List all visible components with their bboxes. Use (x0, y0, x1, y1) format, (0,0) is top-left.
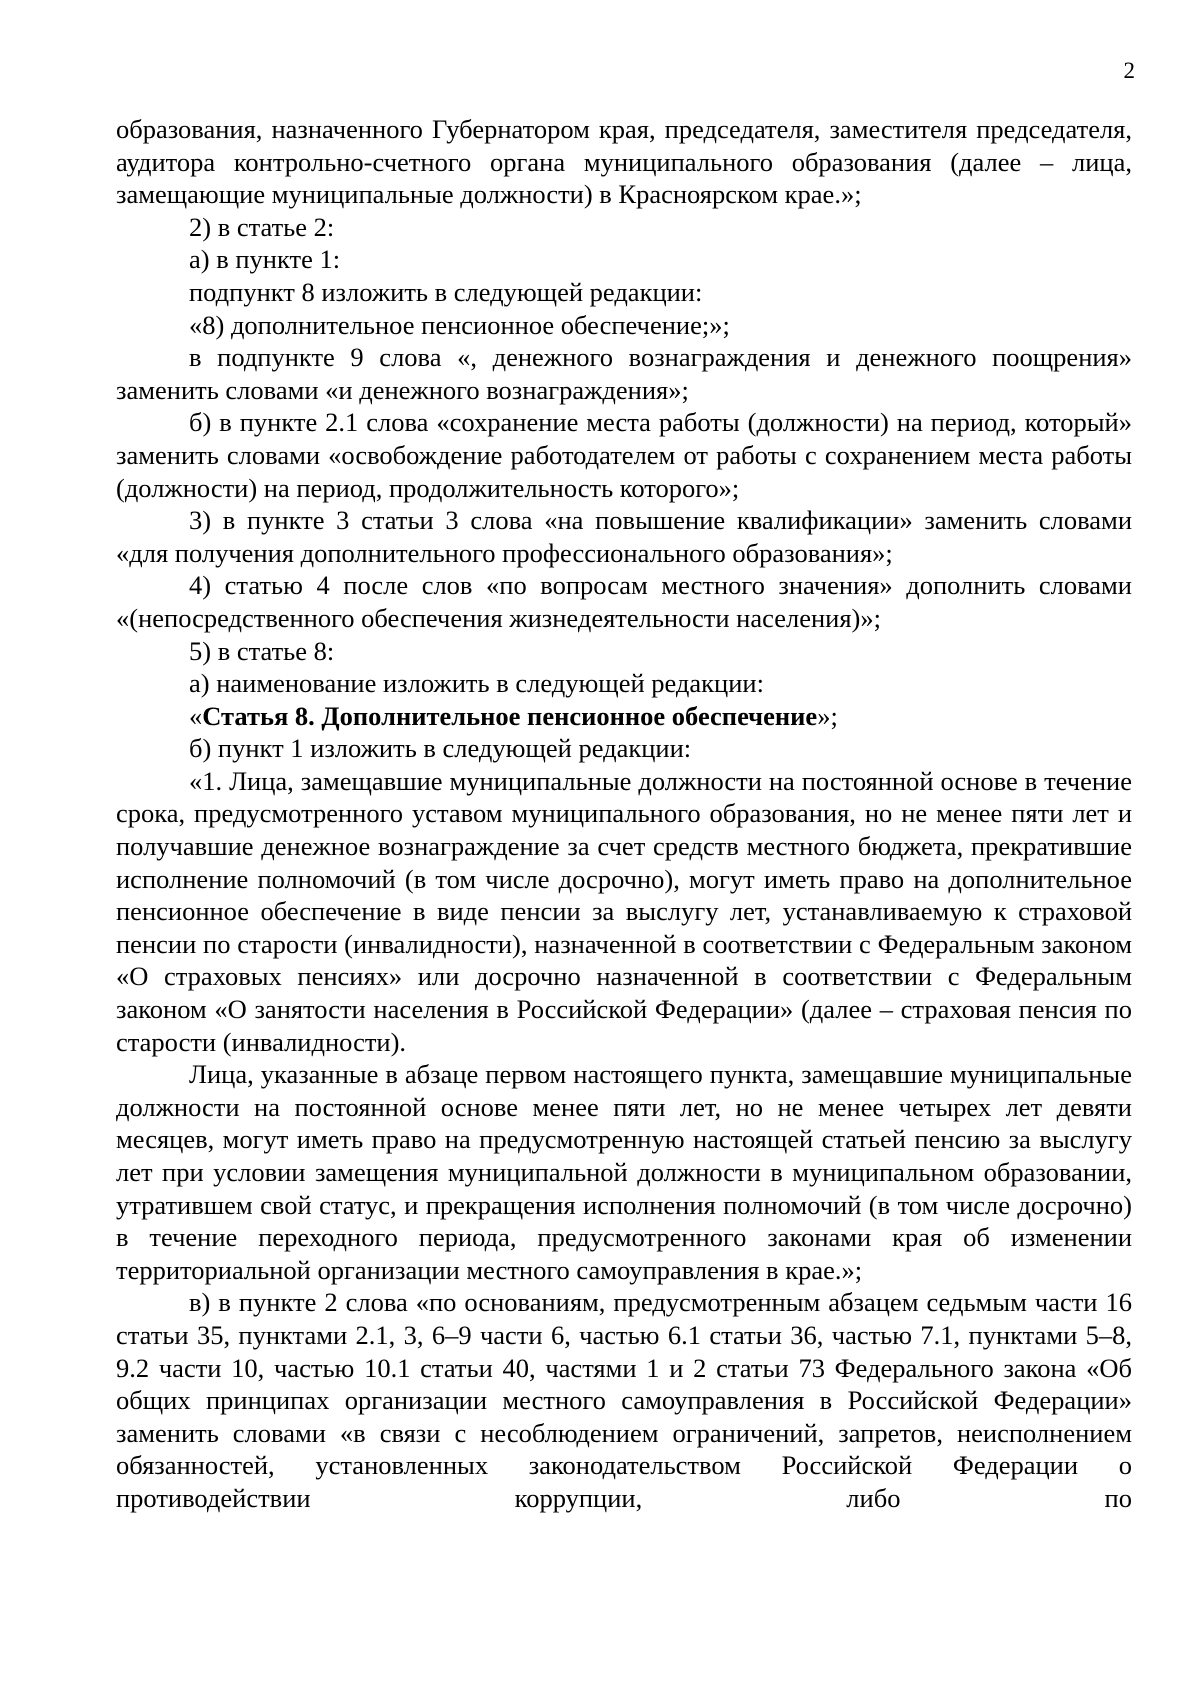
paragraph: в подпункте 9 слова «, денежного вознаграждения и денежного поощрения» заменить словами «и денежного вознаграждения»; (116, 342, 1132, 405)
paragraph: б) пункт 1 изложить в следующей редакции: (189, 733, 692, 764)
article-title: Статья 8. Дополнительное пенсионное обеспечение (202, 700, 818, 731)
paragraph: подпункт 8 изложить в следующей редакции: (189, 276, 703, 307)
paragraph: образования, назначенного Губернатором края, председателя, заместителя председателя, аудитора контрольно-счетного органа муниципального образования (далее – лица, замещающие муниципальные должности) в Красноярском крае.»; (116, 114, 1132, 210)
paragraph: а) в пункте 1: (189, 244, 341, 275)
open-quote: « (189, 700, 203, 731)
article-title-paragraph (116, 700, 1132, 733)
paragraph: 2) в статье 2: (189, 211, 335, 242)
document-body (116, 113, 1132, 1515)
paragraph: «8) дополнительное пенсионное обеспечение;»; (189, 309, 730, 340)
close-quote: »; (817, 700, 838, 731)
page-number: 2 (1123, 58, 1135, 83)
paragraph: 3) в пункте 3 статьи 3 слова «на повышение квалификации» заменить словами «для получения дополнительного профессионального образования»; (116, 505, 1132, 568)
paragraph: Лица, указанные в абзаце первом настоящего пункта, замещавшие муниципальные должности на постоянной основе менее пяти лет, но не менее четырех лет девяти месяцев, могут иметь право на предусмотренную настоящей статьей пенсию за выслугу лет при условии замещения муниципальной должности в муниципальном образовании, утратившем свой статус, и прекращения исполнения полномочий (в том числе досрочно) в течение переходного периода, предусмотренного законами края об изменении территориальной организации местного самоуправления в крае.»; (116, 1059, 1132, 1285)
paragraph: а) наименование изложить в следующей редакции: (189, 668, 764, 699)
paragraph: в) в пункте 2 слова «по основаниям, предусмотренным абзацем седьмым части 16 статьи 35, пунктами 2.1, 3, 6–9 части 6, частью 6.1 статьи 36, частью 7.1, пунктами 5–8, 9.2 части 10, частью 10.1 статьи 40, частями 1 и 2 статьи 73 Федерального закона «Об общих принципах организации местного самоуправления в Российской Федерации» заменить словами «в связи с несоблюдением ограничений, запретов, неисполнением обязанностей, установленных законодательством Российской Федерации о противодействии коррупции, либо по (116, 1287, 1132, 1513)
paragraph: 4) статью 4 после слов «по вопросам местного значения» дополнить словами «(непосредственного обеспечения жизнедеятельности населения)»; (116, 570, 1132, 633)
paragraph: «1. Лица, замещавшие муниципальные должности на постоянной основе в течение срока, предусмотренного уставом муниципального образования, но не менее пяти лет и получавшие денежное вознаграждение за счет средств местного бюджета, прекратившие исполнение полномочий (в том числе досрочно), могут иметь право на дополнительное пенсионное обеспечение в виде пенсии за выслугу лет, устанавливаемую к страховой пенсии по старости (инвалидности), назначенной в соответствии с Федеральным законом «О страховых пенсиях» или досрочно назначенной в соответствии с Федеральным законом «О занятости населения в Российской Федерации» (далее – страховая пенсия по старости (инвалидности). (116, 765, 1132, 1057)
paragraph: 5) в статье 8: (189, 635, 335, 666)
paragraph: б) в пункте 2.1 слова «сохранение места работы (должности) на период, который» заменить словами «освобождение работодателем от работы с сохранением места работы (должности) на период, продолжительность которого»; (116, 407, 1132, 503)
